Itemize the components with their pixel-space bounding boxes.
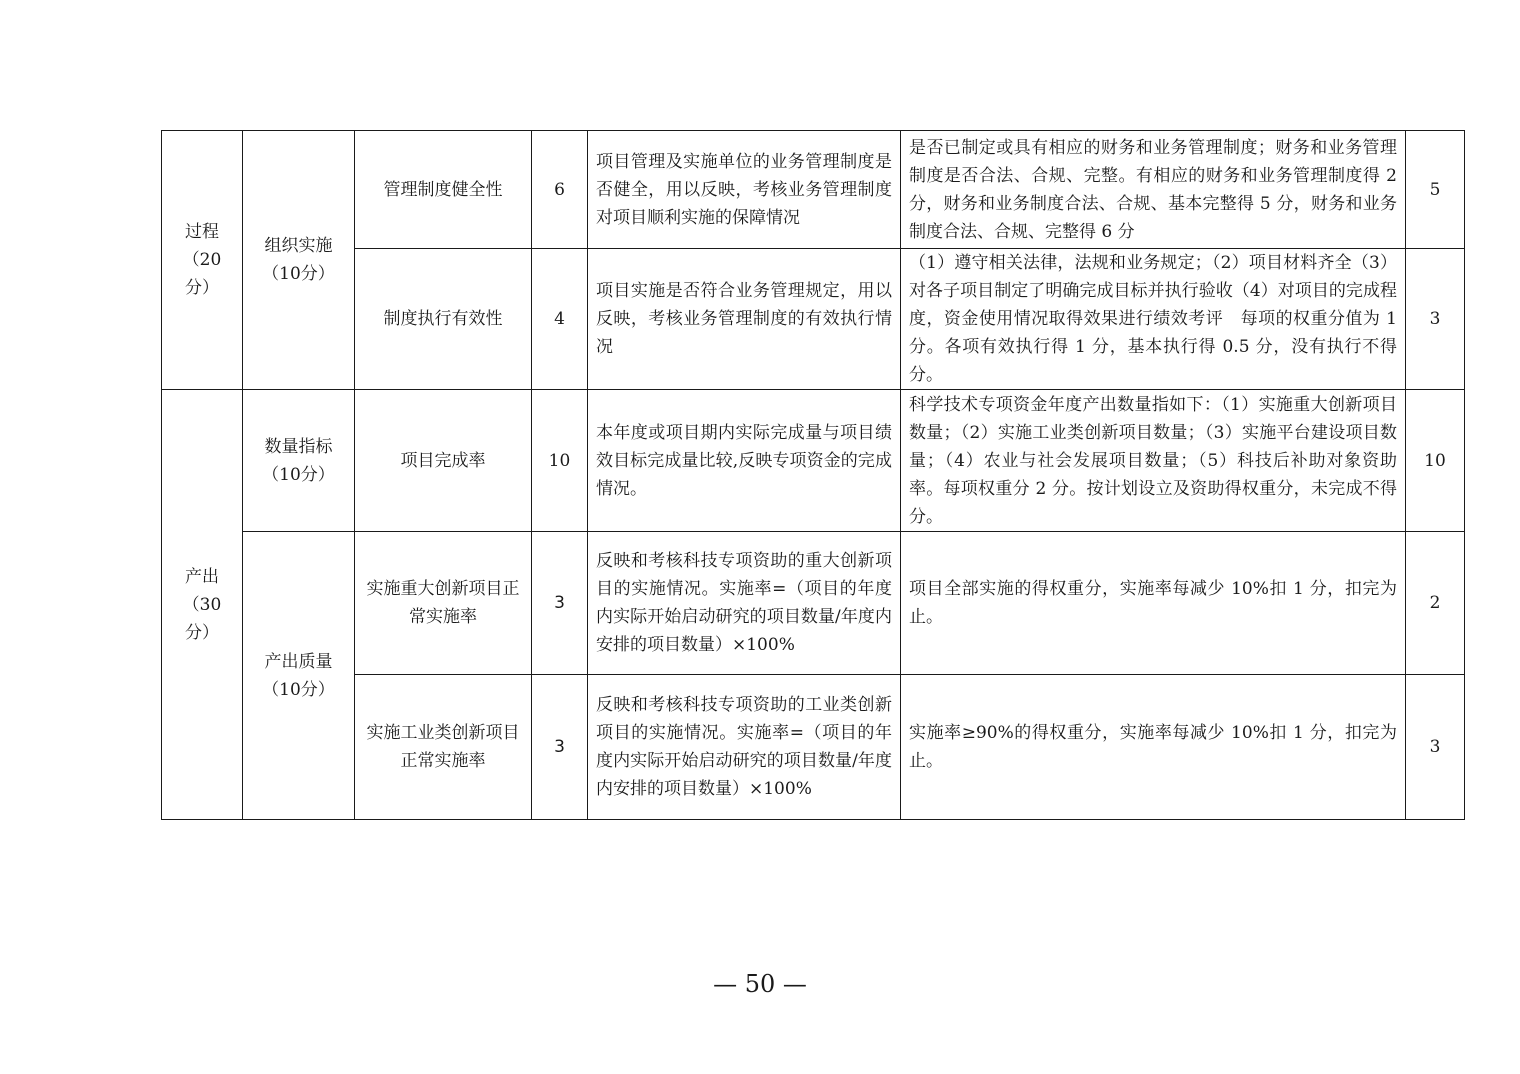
- indicator-cell: 实施工业类创新项目正常实施率: [355, 675, 532, 820]
- indicator-cell: 制度执行有效性: [355, 249, 532, 390]
- table-row: [162, 675, 1465, 820]
- criteria-cell: 实施率≥90%的得权重分，实施率每减少 10%扣 1 分，扣完为止。: [901, 675, 1406, 820]
- criteria-cell: 科学技术专项资金年度产出数量指如下：（1）实施重大创新项目数量；（2）实施工业类创新项目数量；（3）实施平台建设项目数量；（4）农业与社会发展项目数量；（5）科技后补助对象资助率。每项权重分 2 分。按计划设立及资助得权重分，未完成不得分。: [901, 390, 1406, 532]
- score-cell: 2: [1406, 532, 1465, 675]
- indicator-cell: 实施重大创新项目正常实施率: [355, 532, 532, 675]
- level1-cell: 产出（30分）: [162, 390, 243, 820]
- criteria-cell: 项目全部实施的得权重分，实施率每减少 10%扣 1 分，扣完为止。: [901, 532, 1406, 675]
- indicator-cell: 项目完成率: [355, 390, 532, 532]
- description-cell: 反映和考核科技专项资助的工业类创新项目的实施情况。实施率=（项目的年度内实际开始启动研究的项目数量/年度内安排的项目数量）×100%: [588, 675, 901, 820]
- description-cell: 项目管理及实施单位的业务管理制度是否健全，用以反映，考核业务管理制度对项目顺利实施的保障情况: [588, 131, 901, 249]
- criteria-cell: 是否已制定或具有相应的财务和业务管理制度；财务和业务管理制度是否合法、合规、完整。有相应的财务和业务管理制度得 2 分，财务和业务制度合法、合规、基本完整得 5 分，财务和业务制度合法、合规、完整得 6 分: [901, 131, 1406, 249]
- level2-cell: 数量指标（10分）: [243, 390, 355, 532]
- indicator-cell: 管理制度健全性: [355, 131, 532, 249]
- performance-evaluation-table: [161, 130, 1465, 820]
- level1-cell: 过程（20分）: [162, 131, 243, 390]
- level2-cell: 组织实施（10分）: [243, 131, 355, 390]
- score-cell: 5: [1406, 131, 1465, 249]
- table-row: [162, 131, 1465, 249]
- table-row: [162, 249, 1465, 390]
- weight-cell: 3: [532, 675, 588, 820]
- weight-cell: 3: [532, 532, 588, 675]
- score-cell: 3: [1406, 249, 1465, 390]
- weight-cell: 10: [532, 390, 588, 532]
- table-row: [162, 532, 1465, 675]
- description-cell: 反映和考核科技专项资助的重大创新项目的实施情况。实施率=（项目的年度内实际开始启动研究的项目数量/年度内安排的项目数量）×100%: [588, 532, 901, 675]
- weight-cell: 6: [532, 131, 588, 249]
- page-number: — 50 —: [713, 970, 807, 998]
- score-cell: 10: [1406, 390, 1465, 532]
- table-row: [162, 390, 1465, 532]
- weight-cell: 4: [532, 249, 588, 390]
- criteria-cell: （1）遵守相关法律，法规和业务规定；（2）项目材料齐全（3）对各子项目制定了明确完成目标并执行验收（4）对项目的完成程度，资金使用情况取得效果进行绩效考评 每项的权重分值为 1 分。各项有效执行得 1 分，基本执行得 0.5 分，没有执行不得分。: [901, 249, 1406, 390]
- level2-cell: 产出质量（10分）: [243, 532, 355, 820]
- description-cell: 项目实施是否符合业务管理规定，用以反映，考核业务管理制度的有效执行情况: [588, 249, 901, 390]
- score-cell: 3: [1406, 675, 1465, 820]
- description-cell: 本年度或项目期内实际完成量与项目绩效目标完成量比较,反映专项资金的完成情况。: [588, 390, 901, 532]
